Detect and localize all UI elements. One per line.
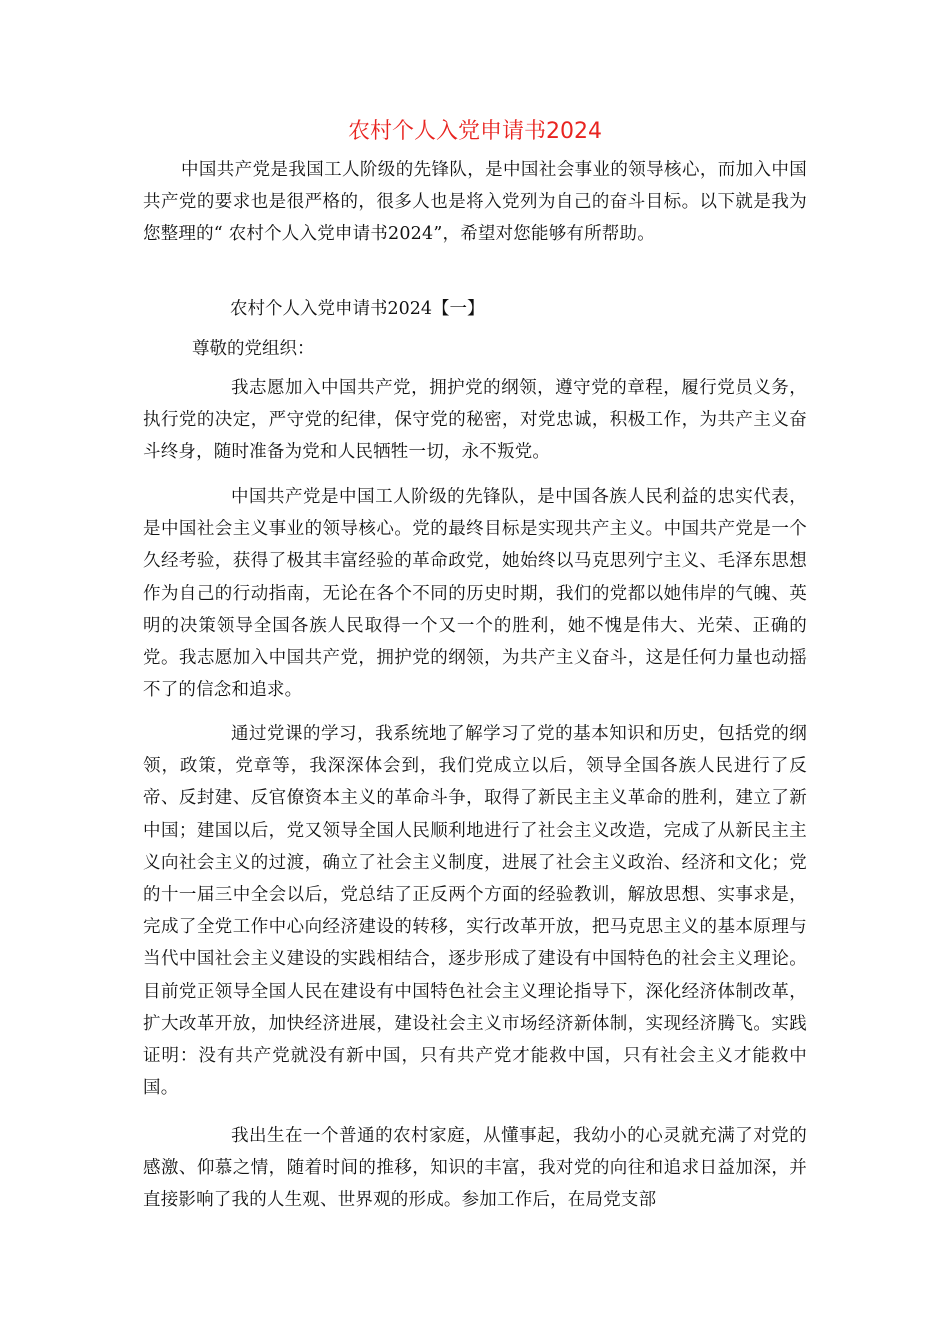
salutation: 尊敬的党组织： [192,339,315,359]
body-paragraph-1: 我志愿加入中国共产党，拥护党的纲领，遵守党的章程，履行党员义务，执行党的决定，严守党的纪律，保守党的秘密，对党忠诚，积极工作，为共产主义奋斗终身，随时准备为党和人民牺牲一切，永不叛党。 [143,378,807,463]
body-paragraph-3: 通过党课的学习，我系统地了解学习了党的基本知识和历史，包括党的纲领，政策，党章等，我深深体会到，我们党成立以后，领导全国各族人民进行了反帝、反封建、反官僚资本主义的革命斗争，取得了新民主主义革命的胜利，建立了新中国；建国以后，党又领导全国人民顺利地进行了社会主义改造，完成了从新民主主义向社会主义的过渡，确立了社会主义制度，进展了社会主义政治、经济和文化；党的十一届三中全会以后，党总结了正反两个方面的经验教训，解放思想、实事求是，完成了全党工作中心向经济建设的转移，实行改革开放，把马克思主义的基本原理与当代中国社会主义建设的实践相结合，逐步形成了建设有中国特色的社会主义理论。目前党正领导全国人民在建设有中国特色社会主义理论指导下，深化经济体制改革，扩大改革开放，加快经济进展，建设社会主义市场经济新体制，实现经济腾飞。实践证明：没有共产党就没有新中国，只有共产党才能救中国，只有社会主义才能救中国。 [143,724,807,1099]
document-title: 农村个人入党申请书2024 [348,119,602,144]
body-paragraph-4: 我出生在一个普通的农村家庭，从懂事起，我幼小的心灵就充满了对党的感激、仰慕之情，随着时间的推移，知识的丰富，我对党的向往和追求日益加深，并直接影响了我的人生观、世界观的形成。参加工作后，在局党支部 [143,1126,807,1211]
section-subtitle: 农村个人入党申请书2024【一】 [230,299,485,319]
intro-paragraph: 中国共产党是我国工人阶级的先锋队，是中国社会事业的领导核心，而加入中国共产党的要求也是很严格的，很多人也是将入党列为自己的奋斗目标。以下就是我为您整理的“ 农村个人入党申请书2024”，希望对您能够有所帮助。 [143,160,807,245]
body-paragraph-2: 中国共产党是中国工人阶级的先锋队，是中国各族人民利益的忠实代表，是中国社会主义事业的领导核心。党的最终目标是实现共产主义。中国共产党是一个久经考验，获得了极其丰富经验的革命政党，她始终以马克思列宁主义、毛泽东思想作为自己的行动指南，无论在各个不同的历史时期，我们的党都以她伟岸的气魄、英明的决策领导全国各族人民取得一个又一个的胜利，她不愧是伟大、光荣、正确的党。我志愿加入中国共产党，拥护党的纲领，为共产主义奋斗，这是任何力量也动摇不了的信念和追求。 [143,487,807,701]
